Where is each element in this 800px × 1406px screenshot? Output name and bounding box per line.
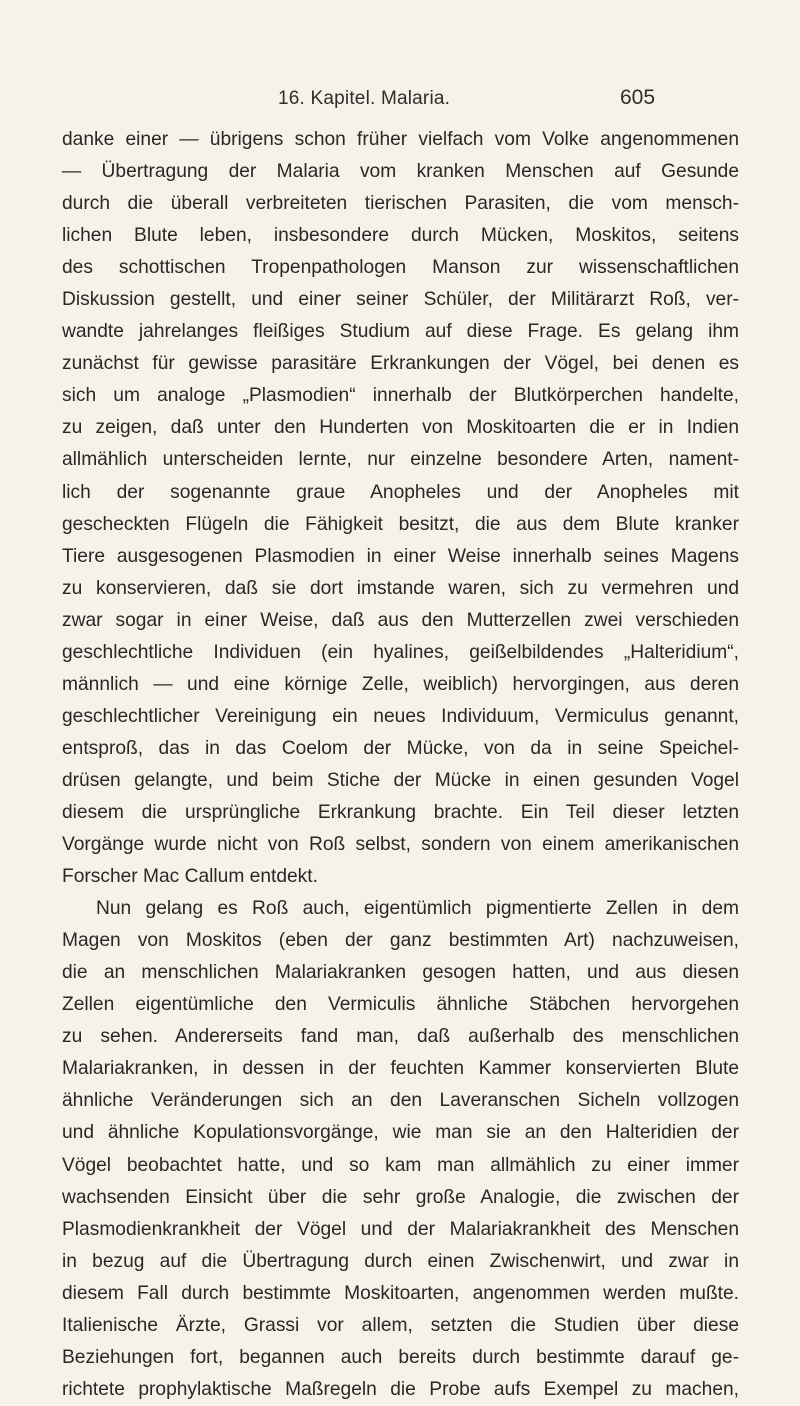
text-line: die an menschlichen Malariakranken gesogen hatten, und aus diesen [62,962,739,984]
text-line: — Übertragung der Malaria vom kranken Menschen auf Gesunde [62,161,739,183]
text-line: Vorgänge wurde nicht von Roß selbst, sondern von einem amerikanischen [62,834,739,856]
text-line: diesem die ursprüngliche Erkrankung brachte. Ein Teil dieser letzten [62,801,739,823]
text-line: lich der sogenannte graue Anopheles und der Anopheles mit [62,481,739,503]
text-line: geschlechtliche Individuen (ein hyalines, geißelbildendes „Halteridium“, [62,641,739,663]
text-line: Nun gelang es Roß auch, eigentümlich pigmentierte Zellen in dem [96,898,739,920]
text-line: wandte jahrelanges fleißiges Studium auf diese Frage. Es gelang ihm [62,321,739,343]
text-line: zwar sogar in einer Weise, daß aus den Mutterzellen zwei verschieden [62,609,739,631]
text-line: Tiere ausgesogenen Plasmodien in einer Weise innerhalb seines Magens [62,545,739,567]
text-line: Beziehungen fort, begannen auch bereits durch bestimmte darauf ge- [62,1346,739,1368]
text-line: richtete prophylaktische Maßregeln die Probe aufs Exempel zu machen, [62,1378,739,1400]
text-line: durch die überall verbreiteten tierischen Parasiten, die vom mensch- [62,193,739,215]
text-line: des schottischen Tropenpathologen Manson zur wissenschaftlichen [62,257,739,279]
text-line: in bezug auf die Übertragung durch einen Zwischenwirt, und zwar in [62,1250,739,1272]
text-line: Diskussion gestellt, und einer seiner Schüler, der Militärarzt Roß, ver- [62,289,739,311]
text-line: und ähnliche Kopulationsvorgänge, wie man sie an den Halteridien der [62,1122,739,1144]
text-line: zu konservieren, daß sie dort imstande waren, sich zu vermehren und [62,577,739,599]
text-line: zu sehen. Andererseits fand man, daß außerhalb des menschlichen [62,1026,739,1048]
text-line: männlich — und eine körnige Zelle, weiblich) hervorgingen, aus deren [62,673,739,695]
text-line: Forscher Mac Callum entdekt. [62,866,318,888]
text-line: gescheckten Flügeln die Fähigkeit besitzt, die aus dem Blute kranker [62,513,739,535]
text-line: Malariakranken, in dessen in der feuchten Kammer konservierten Blute [62,1058,739,1080]
page-number: 605 [620,86,656,109]
text-line: danke einer — übrigens schon früher vielfach vom Volke angenommenen [62,129,739,150]
text-line: Plasmodienkrankheit der Vögel und der Malariakrankheit des Menschen [62,1218,739,1240]
text-line: Vögel beobachtet hatte, und so kam man allmählich zu einer immer [62,1154,739,1176]
text-line: diesem Fall durch bestimmte Moskitoarten, angenommen werden mußte. [62,1282,739,1304]
running-head: 16. Kapitel. Malaria. [278,88,451,109]
text-line: sich um analoge „Plasmodien“ innerhalb der Blutkörperchen handelte, [62,385,739,407]
text-line: drüsen gelangte, und beim Stiche der Mücke in einen gesunden Vogel [62,769,739,791]
text-line: zunächst für gewisse parasitäre Erkrankungen der Vögel, bei denen es [62,353,739,375]
text-line: zu zeigen, daß unter den Hunderten von Moskitoarten die er in Indien [62,417,739,439]
text-line: allmählich unterscheiden lernte, nur einzelne besondere Arten, nament- [62,449,739,471]
text-line: entsproß, das in das Coelom der Mücke, von da in seine Speichel- [62,737,739,759]
text-line: Zellen eigentümliche den Vermiculis ähnliche Stäbchen hervorgehen [62,994,739,1016]
body-text [62,124,739,1406]
text-line: Italienische Ärzte, Grassi vor allem, setzten die Studien über diese [62,1314,739,1336]
text-line: lichen Blute leben, insbesondere durch Mücken, Moskitos, seitens [62,225,739,247]
text-line: Magen von Moskitos (eben der ganz bestimmten Art) nachzuweisen, [62,930,739,952]
text-line: ähnliche Veränderungen sich an den Laveranschen Sicheln vollzogen [62,1090,739,1112]
text-line: geschlechtlicher Vereinigung ein neues Individuum, Vermiculus genannt, [62,705,739,727]
text-line: wachsenden Einsicht über die sehr große Analogie, die zwischen der [62,1186,739,1208]
